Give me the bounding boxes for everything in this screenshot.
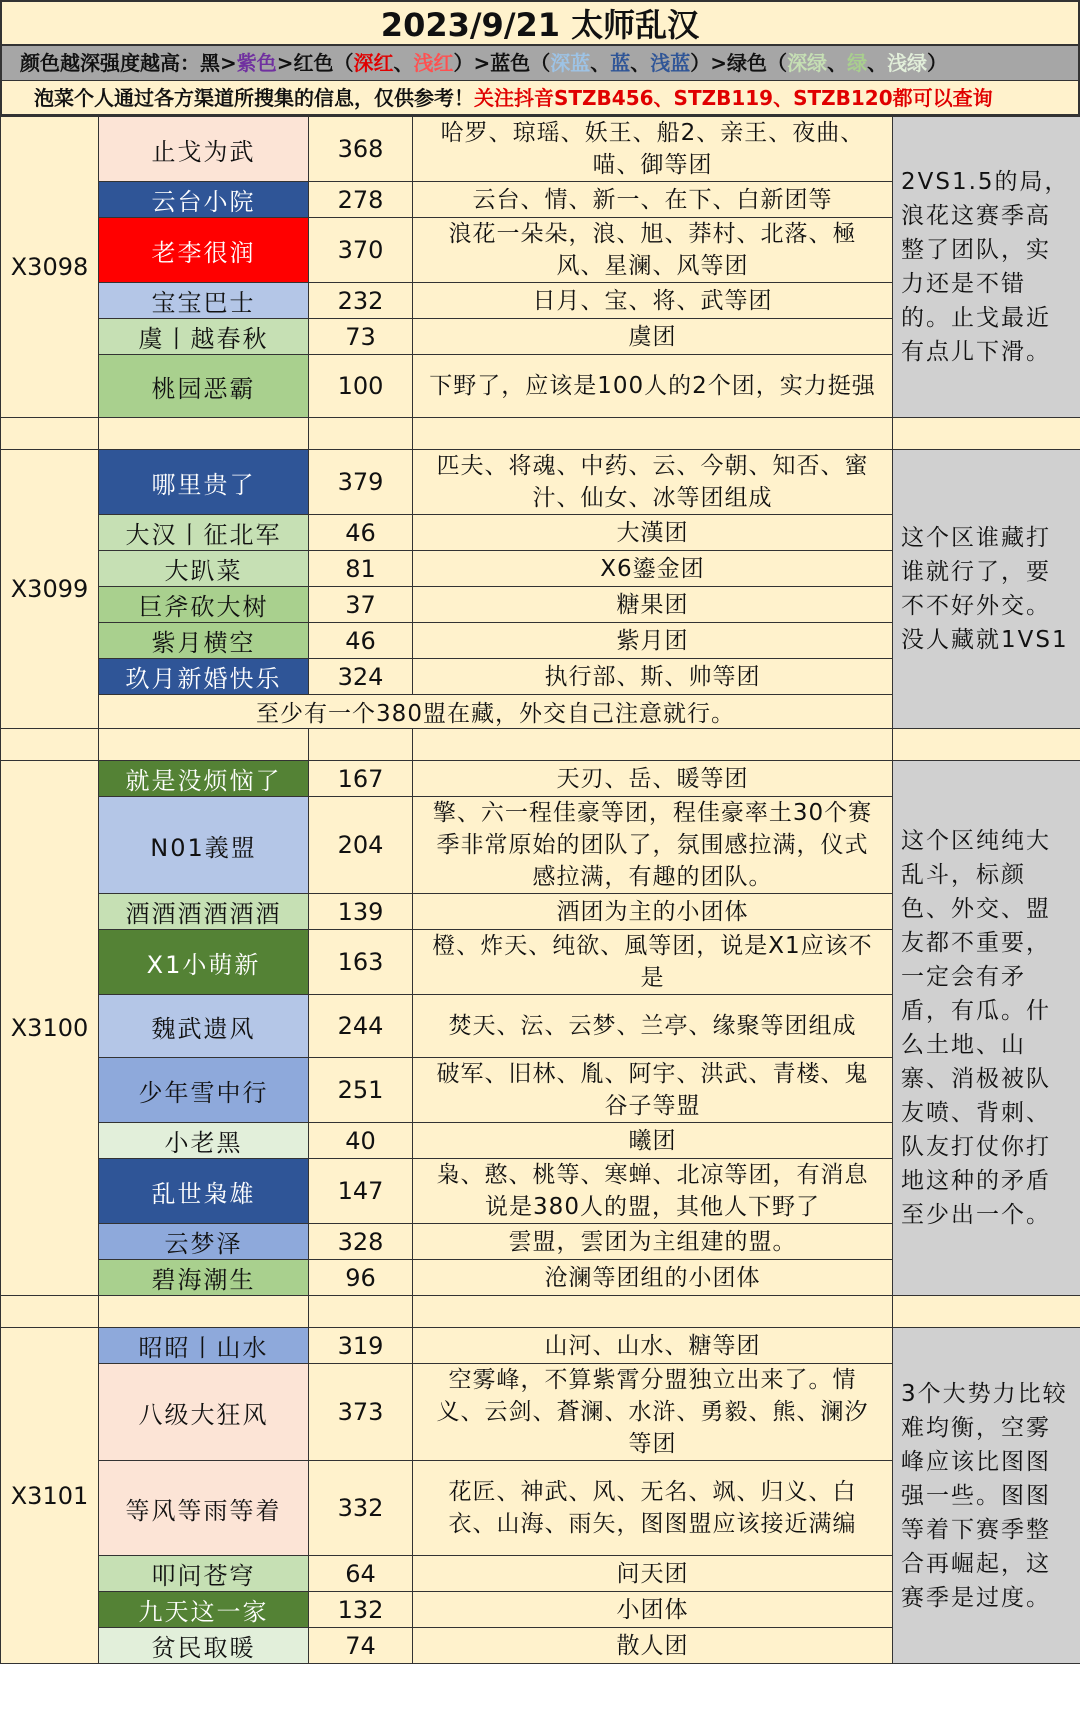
alliance-name: 大趴菜: [99, 551, 309, 587]
page-title: 2023/9/21 太师乱汉: [0, 0, 1080, 46]
alliance-name: 玖月新婚快乐: [99, 659, 309, 695]
alliance-groups: 破军、旧林、胤、阿宇、洪武、青楼、鬼谷子等盟: [413, 1058, 893, 1123]
table-row: [1, 1328, 1080, 1364]
alliance-name: 碧海潮生: [99, 1260, 309, 1296]
alliance-name: 等风等雨等着: [99, 1461, 309, 1556]
alliance-name: 哪里贵了: [99, 450, 309, 515]
member-count: 74: [309, 1628, 413, 1664]
server-analysis-note: 2VS1.5的局，浪花这赛季高整了团队，实力还是不错的。止戈最近有点儿下滑。: [893, 117, 1080, 418]
legend-segment: 深红: [353, 51, 394, 75]
alliance-name: 酒酒酒酒酒酒: [99, 894, 309, 930]
alliance-name: 少年雪中行: [99, 1058, 309, 1123]
member-count: 370: [309, 218, 413, 283]
alliance-name: 云梦泽: [99, 1224, 309, 1260]
blank-cell: [893, 418, 1080, 450]
alliance-name: 魏武遗风: [99, 995, 309, 1058]
member-count: 332: [309, 1461, 413, 1556]
legend-segment: ）: [927, 51, 948, 75]
alliance-groups: 沧澜等团组的小团体: [413, 1260, 893, 1296]
alliance-groups: 执行部、斯、帅等团: [413, 659, 893, 695]
member-count: 324: [309, 659, 413, 695]
member-count: 379: [309, 450, 413, 515]
alliance-name: 乱世枭雄: [99, 1159, 309, 1224]
legend-segment: 浅红: [413, 51, 454, 75]
server-id: X3099: [1, 450, 99, 729]
legend-segment: 、: [590, 51, 611, 75]
alliance-groups: 浪花一朵朵，浪、旭、莽村、北落、極风、星澜、风等团: [413, 218, 893, 283]
server-id: X3098: [1, 117, 99, 418]
blank-cell: [1, 1296, 99, 1328]
alliance-groups: 橙、炸天、纯欲、風等团，说是X1应该不是: [413, 930, 893, 995]
blank-cell: [893, 729, 1080, 761]
member-count: 167: [309, 761, 413, 797]
alliance-name: 八级大狂风: [99, 1364, 309, 1461]
blank-cell: [99, 729, 309, 761]
member-count: 368: [309, 117, 413, 182]
alliance-groups: 大漢团: [413, 515, 893, 551]
blank-cell: [309, 418, 413, 450]
alliance-groups: 酒团为主的小团体: [413, 894, 893, 930]
legend-segment: 深蓝: [550, 51, 591, 75]
member-count: 139: [309, 894, 413, 930]
server-analysis-note: 这个区谁藏打谁就行了，要不不好外交。没人藏就1VS1: [893, 450, 1080, 729]
alliance-groups: 散人团: [413, 1628, 893, 1664]
alliance-groups: 山河、山水、糖等团: [413, 1328, 893, 1364]
alliance-name: 昭昭丨山水: [99, 1328, 309, 1364]
member-count: 204: [309, 797, 413, 894]
legend-segment: 浅蓝: [650, 51, 691, 75]
legend-segment: ）>蓝色（: [453, 51, 551, 75]
alliance-name: 就是没烦恼了: [99, 761, 309, 797]
follow-hint: 关注抖音STZB456、STZB119、STZB120都可以查询: [474, 86, 993, 110]
alliance-name: 宝宝巴士: [99, 283, 309, 319]
alliance-name: 贫民取暖: [99, 1628, 309, 1664]
member-count: 81: [309, 551, 413, 587]
alliance-groups: 哈罗、琼瑶、妖王、船2、亲王、夜曲、喵、御等团: [413, 117, 893, 182]
alliance-groups: X6鎏金团: [413, 551, 893, 587]
legend-segment: 、: [867, 51, 888, 75]
server-id: X3100: [1, 761, 99, 1296]
alliance-groups: 问天团: [413, 1556, 893, 1592]
alliance-groups: 紫月团: [413, 623, 893, 659]
alliance-name: 老李很润: [99, 218, 309, 283]
blank-cell: [99, 418, 309, 450]
server-analysis-note: 3个大势力比较难均衡，空雾峰应该比图图强一些。图图等着下赛季整合再崛起，这赛季是过度。: [893, 1328, 1080, 1664]
member-count: 46: [309, 515, 413, 551]
legend-segment: >红色（: [276, 51, 354, 75]
blank-cell: [309, 729, 413, 761]
alliance-name: N01義盟: [99, 797, 309, 894]
blank-cell: [99, 1296, 309, 1328]
alliance-name: 小老黑: [99, 1123, 309, 1159]
legend-segment: 、: [393, 51, 414, 75]
server-footer-note: 至少有一个380盟在藏，外交自己注意就行。: [99, 695, 893, 729]
alliance-groups: 下野了，应该是100人的2个团，实力挺强: [413, 355, 893, 418]
alliance-groups: 曦团: [413, 1123, 893, 1159]
alliance-groups: 雲盟，雲团为主组建的盟。: [413, 1224, 893, 1260]
member-count: 64: [309, 1556, 413, 1592]
blank-cell: [1, 418, 99, 450]
server-analysis-note: 这个区纯纯大乱斗，标颜色、外交、盟友都不重要，一定会有矛盾，有瓜。什么土地、山寨、消极被队友喷、背刺、队友打仗你打地这种的矛盾至少出一个。: [893, 761, 1080, 1296]
member-count: 319: [309, 1328, 413, 1364]
member-count: 244: [309, 995, 413, 1058]
table-row: [1, 450, 1080, 515]
member-count: 100: [309, 355, 413, 418]
alliance-name: 虞丨越春秋: [99, 319, 309, 355]
alliance-name: 叩问苍穹: [99, 1556, 309, 1592]
alliance-groups: 云台、情、新一、在下、白新团等: [413, 182, 893, 218]
alliance-groups: 枭、憨、桃等、寒蝉、北凉等团，有消息说是380人的盟，其他人下野了: [413, 1159, 893, 1224]
alliance-groups: 糖果团: [413, 587, 893, 623]
legend-segment: 颜色越深强度越高：黑>: [20, 51, 237, 75]
legend-segment: 蓝: [610, 51, 631, 75]
alliance-table: [0, 116, 1080, 1664]
blank-cell: [309, 1296, 413, 1328]
separator-row: [1, 418, 1080, 450]
table-row: [1, 761, 1080, 797]
legend-segment: 深绿: [787, 51, 828, 75]
member-count: 163: [309, 930, 413, 995]
alliance-groups: 小团体: [413, 1592, 893, 1628]
alliance-name: 桃园恶霸: [99, 355, 309, 418]
alliance-name: 巨斧砍大树: [99, 587, 309, 623]
alliance-groups: 焚天、沄、云梦、兰亭、缘聚等团组成: [413, 995, 893, 1058]
legend-segment: 紫色: [236, 51, 277, 75]
alliance-groups: 虞团: [413, 319, 893, 355]
alliance-groups: 空雾峰，不算紫霄分盟独立出来了。情义、云剑、蒼澜、水浒、勇毅、熊、澜汐等团: [413, 1364, 893, 1461]
blank-cell: [1, 729, 99, 761]
alliance-name: 紫月横空: [99, 623, 309, 659]
disclaimer-text: 泡菜个人通过各方渠道所搜集的信息，仅供参考！: [34, 86, 474, 110]
alliance-name: 止戈为武: [99, 117, 309, 182]
member-count: 232: [309, 283, 413, 319]
disclaimer-notice: [0, 81, 1080, 116]
alliance-name: 云台小院: [99, 182, 309, 218]
legend-segment: 、: [630, 51, 651, 75]
alliance-groups: 天刃、岳、暖等团: [413, 761, 893, 797]
table-row: [1, 117, 1080, 182]
alliance-name: 九天这一家: [99, 1592, 309, 1628]
member-count: 328: [309, 1224, 413, 1260]
alliance-name: 大汉丨征北军: [99, 515, 309, 551]
member-count: 373: [309, 1364, 413, 1461]
alliance-groups: 擎、六一程佳豪等团，程佳豪率土30个赛季非常原始的团队了，氛围感拉满，仪式感拉满，有趣的团队。: [413, 797, 893, 894]
separator-row: [1, 1296, 1080, 1328]
legend-segment: ）>绿色（: [690, 51, 788, 75]
member-count: 46: [309, 623, 413, 659]
member-count: 40: [309, 1123, 413, 1159]
member-count: 73: [309, 319, 413, 355]
alliance-groups: 花匠、神武、风、无名、飒、归义、白衣、山海、雨矢，图图盟应该接近满编: [413, 1461, 893, 1556]
member-count: 132: [309, 1592, 413, 1628]
member-count: 37: [309, 587, 413, 623]
blank-cell: [413, 1296, 893, 1328]
blank-cell: [893, 1296, 1080, 1328]
alliance-groups: 匹夫、将魂、中药、云、今朝、知否、蜜汁、仙女、冰等团组成: [413, 450, 893, 515]
color-legend: [0, 46, 1080, 81]
legend-segment: 绿: [847, 51, 868, 75]
legend-segment: 浅绿: [887, 51, 928, 75]
member-count: 147: [309, 1159, 413, 1224]
alliance-groups: 日月、宝、将、武等团: [413, 283, 893, 319]
member-count: 278: [309, 182, 413, 218]
legend-segment: 、: [827, 51, 848, 75]
separator-row: [1, 729, 1080, 761]
member-count: 251: [309, 1058, 413, 1123]
alliance-name: X1小萌新: [99, 930, 309, 995]
blank-cell: [413, 729, 893, 761]
member-count: 96: [309, 1260, 413, 1296]
blank-cell: [413, 418, 893, 450]
server-id: X3101: [1, 1328, 99, 1664]
